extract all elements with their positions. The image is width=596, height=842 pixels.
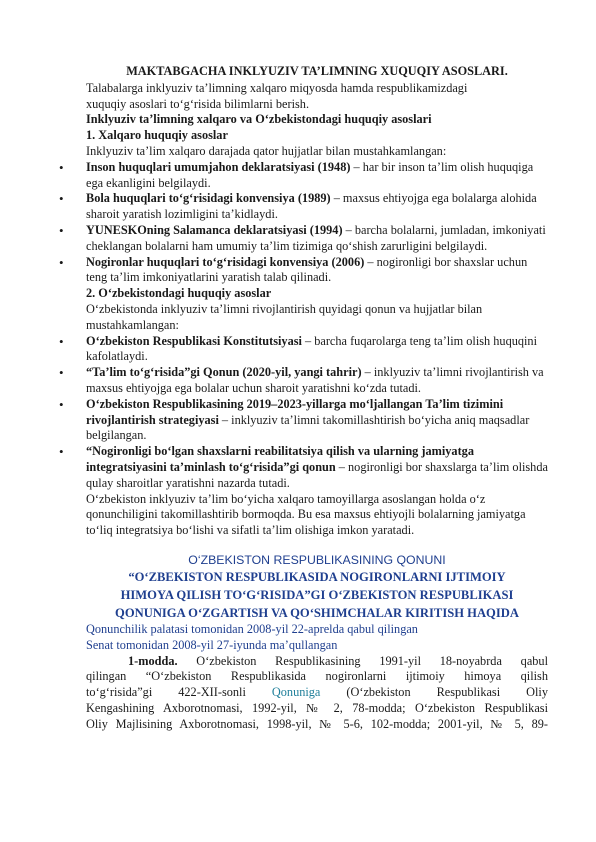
article-line: qilingan “O‘zbekiston Respublikasida nogironlarni ijtimoiy himoya qilish bbox=[86, 669, 548, 684]
law-header: O‘ZBEKISTON RESPUBLIKASINING QONUNI bbox=[188, 552, 446, 567]
subheading-international: 1. Xalqaro huquqiy asoslar bbox=[86, 128, 228, 143]
article-label: 1-modda. bbox=[128, 653, 178, 668]
list-item bbox=[86, 334, 548, 366]
law-link[interactable]: Qonuniga bbox=[271, 685, 321, 700]
document-name: “Nogironligi bo‘lgan shaxslarni reabilitatsiya qilish va ularning jamiyatga integratsiyasini ta’minlash to‘g‘risida”gi qonun bbox=[86, 444, 474, 474]
article-line-text: (O‘zbekiston Respublikasi Oliy bbox=[320, 685, 548, 700]
list-item bbox=[86, 255, 548, 287]
article-line-text: O‘zbekiston Respublikasining 1991-yil 18-noyabrda qabul bbox=[177, 653, 548, 668]
document-title: MAKTABGACHA INKLYUZIV TA’LIMNING XUQUQIY ASOSLARI. bbox=[126, 64, 508, 78]
article-line bbox=[86, 654, 548, 670]
document-name: O‘zbekiston Respublikasi Konstitutsiyasi bbox=[86, 333, 302, 348]
document-name: Bola huquqlari to‘g‘risidagi konvensiya (1989) bbox=[86, 191, 331, 206]
article-line: Oliy Majlisining Axborotnomasi, 1998-yil, № 5-6, 102-modda; 2001-yil, № 5, 89- bbox=[86, 716, 548, 731]
list-item bbox=[86, 444, 548, 491]
document-name: “Ta’lim to‘g‘risida”gi Qonun (2020-yil, yangi tahrir) bbox=[86, 365, 362, 380]
law-section bbox=[86, 552, 548, 654]
document-description: – inklyuziv ta’limni takomillashtirish bo‘yicha aniq maqsadlar belgilangan. bbox=[86, 412, 530, 443]
law-title-line: HIMOYA QILISH TO‘G‘RISIDA”GI O‘ZBEKISTON RESPUBLIKASI bbox=[120, 587, 514, 602]
list-item bbox=[86, 397, 548, 444]
document-description: – nogironligi bor shaxslar uchun teng ta’lim imkoniyatlarini yaratish talab qilinadi. bbox=[86, 254, 528, 285]
document-description: – har bir inson ta’lim olish huquqiga ega ekanligini belgilaydi. bbox=[86, 159, 534, 190]
law-title-line: QONUNIGA O‘ZGARTISH VA QO‘SHIMCHALAR KIRITISH HAQIDA bbox=[115, 605, 519, 620]
list-item bbox=[86, 191, 548, 223]
approval-note: Senat tomonidan 2008-yil 27-iyunda ma’qullangan bbox=[86, 637, 338, 652]
document-description: – barcha bolalarni, jumladan, imkoniyati cheklangan bolalarni ham umumiy ta’lim tizimiga qo‘shish zarurligini belgilaydi. bbox=[86, 222, 546, 253]
aim-line: Talabalarga inklyuziv ta’limning xalqaro miqyosda hamda respublikamizdagi bbox=[86, 80, 468, 95]
subheading-uzbekistan: 2. O‘zbekistondagi huquqiy asoslar bbox=[86, 286, 272, 301]
closing-paragraph: O‘zbekiston inklyuziv ta’lim bo‘yicha xalqaro tamoyillarga asoslangan holda o‘z qonunchiligini takomillashtirib bormoqda. Bu esa maxsus ehtiyojli bolalarning jamiyatga to‘liq integratsiya bo‘lishi va sifatli ta’lim olishiga imkon yaratadi. bbox=[86, 491, 526, 538]
document-name: O‘zbekiston Respublikasining 2019–2023-yillarga mo‘ljallangan Ta’lim tizimini rivojlantirish strategiyasi bbox=[86, 396, 504, 427]
document-description: – barcha fuqarolarga teng ta’lim olish huquqini kafolatlaydi. bbox=[86, 333, 537, 364]
international-documents-list bbox=[86, 160, 548, 286]
intro-uzbekistan: O‘zbekistonda inklyuziv ta’limni rivojlantirish quyidagi qonun va hujjatlar bilan mustahkamlangan: bbox=[86, 301, 483, 332]
document-name: YUNESKOning Salamanca deklaratsiyasi (1994) bbox=[86, 222, 343, 237]
law-title-line: “O‘ZBEKISTON RESPUBLIKASIDA NOGIRONLARNI IJTIMOIY bbox=[128, 569, 506, 584]
list-item bbox=[86, 160, 548, 192]
article-text bbox=[86, 654, 548, 733]
article-line: Kengashining Axborotnomasi, 1992-yil, № 2, 78-modda; O‘zbekiston Respublikasi bbox=[86, 700, 548, 715]
section-heading: Inklyuziv ta’limning xalqaro va O‘zbekistondagi huquqiy asoslari bbox=[86, 112, 432, 127]
document-description: – nogironligi bor shaxslarga ta’lim olishda qulay sharoitlar yaratishni nazarda tutadi. bbox=[86, 459, 548, 490]
uzbekistan-documents-list bbox=[86, 334, 548, 492]
article-line-text: to‘g‘risida”gi 422-XII-sonli bbox=[86, 685, 272, 700]
document-name: Inson huquqlari umumjahon deklaratsiyasi (1948) bbox=[86, 159, 351, 174]
document-name: Nogironlar huquqlari to‘g‘risidagi konvensiya (2006) bbox=[86, 254, 365, 269]
list-item bbox=[86, 223, 548, 255]
intro-international: Inklyuziv ta’lim xalqaro darajada qator hujjatlar bilan mustahkamlangan: bbox=[86, 143, 447, 158]
document-description: – inklyuziv ta’limni rivojlantirish va maxsus ehtiyojga ega bolalar uchun sharoit yaratishni ko‘zda tutadi. bbox=[86, 365, 544, 395]
document-description: – maxsus ehtiyojga ega bolalarga alohida sharoit yaratish lozimligini ta’kidlaydi. bbox=[86, 191, 537, 222]
list-item bbox=[86, 365, 548, 397]
article-line bbox=[86, 685, 548, 701]
aim-line: xuquqiy asoslari to‘g‘risida bilimlarni berish. bbox=[86, 96, 310, 111]
adoption-note: Qonunchilik palatasi tomonidan 2008-yil 22-aprelda qabul qilingan bbox=[86, 621, 418, 636]
document-page bbox=[86, 64, 548, 732]
